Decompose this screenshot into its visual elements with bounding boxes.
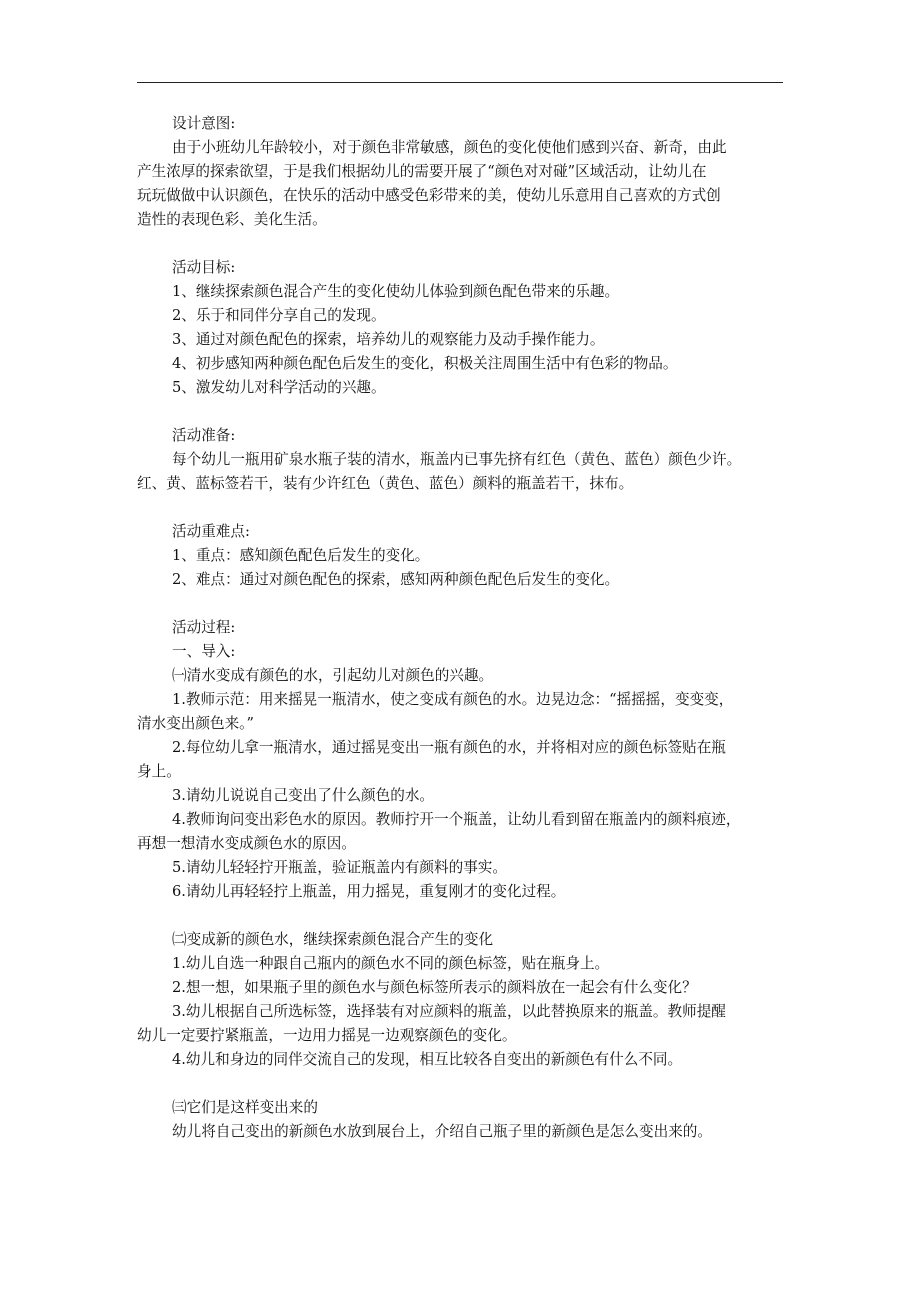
process-heading: 活动过程: — [172, 619, 236, 636]
spacer — [137, 1072, 787, 1096]
part1-step: 身上。 — [137, 763, 181, 780]
design-intent-line: 玩玩做做中认识颜色，在快乐的活动中感受色彩带来的美，使幼儿乐意用自己喜欢的方式创 — [137, 187, 721, 204]
part1-step: 2.每位幼儿拿一瓶清水，通过摇晃变出一瓶有颜色的水，并将相对应的颜色标签贴在瓶 — [172, 739, 726, 756]
goal-item: 3、通过对颜色配色的探索，培养幼儿的观察能力及动手操作能力。 — [172, 331, 605, 348]
spacer — [137, 904, 787, 928]
preparation-line: 红、黄、蓝标签若干，装有少许红色（黄色、蓝色）颜料的瓶盖若干，抹布。 — [137, 475, 634, 492]
part1-step: 再想一想清水变成颜色水的原因。 — [137, 835, 356, 852]
part1-step: 3.请幼儿说说自己变出了什么颜色的水。 — [172, 787, 435, 804]
goal-item: 2、乐于和同伴分享自己的发现。 — [172, 307, 386, 324]
goals-section — [137, 256, 787, 400]
part3-title: ㈢它们是这样变出来的 — [172, 1099, 318, 1116]
goals-heading: 活动目标: — [172, 259, 236, 276]
part2-step: 4.幼儿和身边的同伴交流自己的发现，相互比较各自变出的新颜色有什么不同。 — [172, 1051, 683, 1068]
design-intent-line: 产生浓厚的探索欲望，于是我们根据幼儿的需要开展了“颜色对对碰”区域活动，让幼儿在 — [137, 163, 707, 180]
key-point-item: 2、难点：通过对颜色配色的探索，感知两种颜色配色后发生的变化。 — [172, 571, 620, 588]
goal-item: 5、激发幼儿对科学活动的兴趣。 — [172, 379, 386, 396]
design-intent-heading: 设计意图: — [172, 115, 236, 132]
header-rule — [137, 82, 783, 83]
part1-step: 4.教师询问变出彩色水的原因。教师拧开一个瓶盖，让幼儿看到留在瓶盖内的颜料痕迹， — [172, 811, 741, 828]
spacer — [137, 400, 787, 424]
process-section — [137, 616, 787, 1144]
part1-title: ㈠清水变成有颜色的水，引起幼儿对颜色的兴趣。 — [172, 667, 494, 684]
part1-step: 6.请幼儿再轻轻拧上瓶盖，用力摇晃，重复刚才的变化过程。 — [172, 883, 566, 900]
goal-item: 4、初步感知两种颜色配色后发生的变化，积极关注周围生活中有色彩的物品。 — [172, 355, 678, 372]
part2-step: 3.幼儿根据自己所选标签，选择装有对应颜料的瓶盖，以此替换原来的瓶盖。教师提醒 — [172, 1003, 726, 1020]
spacer — [137, 232, 787, 256]
part3-text: 幼儿将自己变出的新颜色水放到展台上，介绍自己瓶子里的新颜色是怎么变出来的。 — [172, 1123, 712, 1140]
design-intent-line: 造性的表现色彩、美化生活。 — [137, 211, 327, 228]
part1-step: 清水变出颜色来。” — [137, 715, 254, 732]
key-points-heading: 活动重难点: — [172, 523, 250, 540]
design-intent-line: 由于小班幼儿年龄较小，对于颜色非常敏感，颜色的变化使他们感到兴奋、新奇，由此 — [172, 139, 727, 156]
preparation-section — [137, 424, 787, 496]
part2-title: ㈡变成新的颜色水，继续探索颜色混合产生的变化 — [172, 931, 494, 948]
part2-step: 幼儿一定要拧紧瓶盖，一边用力摇晃一边观察颜色的变化。 — [137, 1027, 517, 1044]
part1-step: 1.教师示范：用来摇晃一瓶清水，使之变成有颜色的水。边晃边念：“摇摇摇，变变变， — [172, 691, 734, 708]
part2-step: 2.想一想，如果瓶子里的颜色水与颜色标签所表示的颜料放在一起会有什么变化？ — [172, 979, 697, 996]
spacer — [137, 496, 787, 520]
process-intro: 一、导入: — [172, 643, 236, 660]
key-point-item: 1、重点：感知颜色配色后发生的变化。 — [172, 547, 430, 564]
part2-step: 1.幼儿自选一种跟自己瓶内的颜色水不同的颜色标签，贴在瓶身上。 — [172, 955, 610, 972]
document-body — [137, 112, 787, 1144]
key-points-section — [137, 520, 787, 592]
goal-item: 1、继续探索颜色混合产生的变化使幼儿体验到颜色配色带来的乐趣。 — [172, 283, 620, 300]
spacer — [137, 592, 787, 616]
preparation-line: 每个幼儿一瓶用矿泉水瓶子装的清水，瓶盖内已事先挤有红色（黄色、蓝色）颜色少许。 — [172, 451, 742, 468]
part1-step: 5.请幼儿轻轻拧开瓶盖，验证瓶盖内有颜料的事实。 — [172, 859, 507, 876]
preparation-heading: 活动准备: — [172, 427, 236, 444]
design-intent-section — [137, 112, 787, 232]
